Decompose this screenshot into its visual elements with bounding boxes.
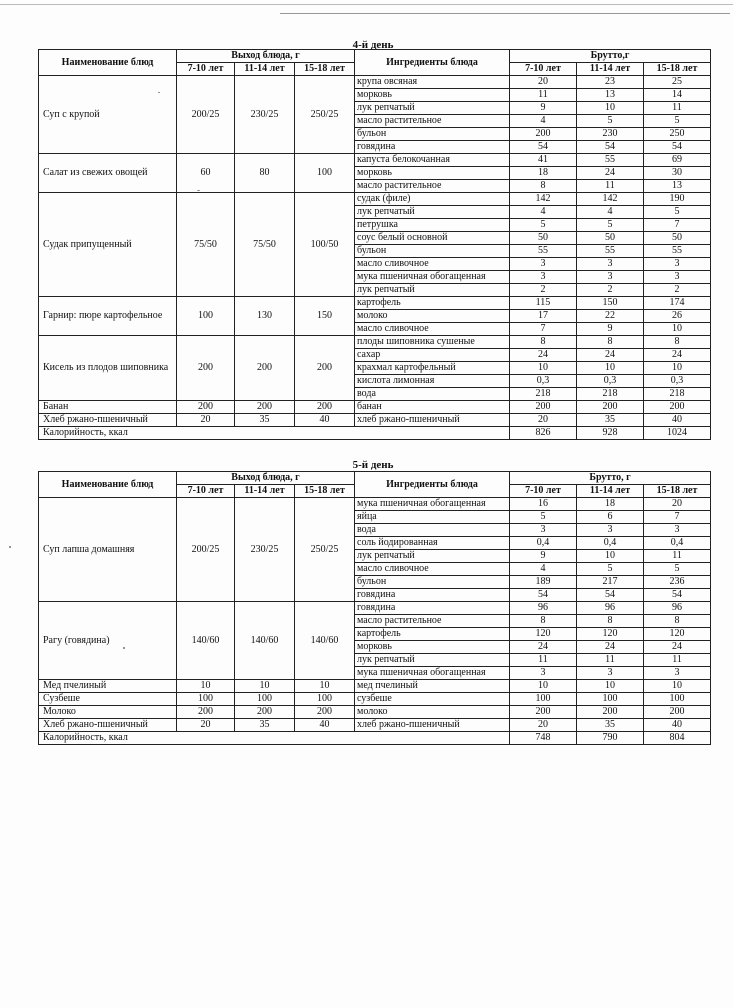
brutto-value: 5	[644, 115, 711, 128]
brutto-value: 174	[644, 297, 711, 310]
brutto-value: 5	[577, 115, 644, 128]
brutto-value: 8	[577, 336, 644, 349]
brutto-value: 150	[577, 297, 644, 310]
brutto-value: 54	[510, 141, 577, 154]
table-row	[39, 706, 711, 719]
day5-calories-row	[39, 732, 711, 745]
brutto-value: 3	[644, 271, 711, 284]
dish-yield: 200	[295, 706, 355, 719]
ingredient-name: морковь	[355, 641, 510, 654]
brutto-value: 3	[510, 667, 577, 680]
dish-yield: 250/25	[295, 76, 355, 154]
age-header: 7-10 лет	[510, 63, 577, 76]
ingredient-name: масло растительное	[355, 615, 510, 628]
brutto-value: 3	[577, 258, 644, 271]
dish-yield: 200	[235, 401, 295, 414]
brutto-value: 11	[510, 89, 577, 102]
age-header: 11-14 лет	[577, 485, 644, 498]
day5-title: 5-й день	[352, 459, 394, 471]
brutto-value: 50	[510, 232, 577, 245]
brutto-value: 20	[510, 719, 577, 732]
dish-yield: 200	[235, 336, 295, 401]
calories-value: 1024	[644, 427, 711, 440]
dish-yield: 150	[295, 297, 355, 336]
brutto-value: 55	[510, 245, 577, 258]
day4-title: 4-й день	[352, 39, 394, 51]
brutto-value: 0,3	[644, 375, 711, 388]
table-row	[39, 498, 711, 511]
brutto-header: Брутто, г	[510, 472, 711, 485]
brutto-value: 23	[577, 76, 644, 89]
dish-yield: 200	[235, 706, 295, 719]
age-header: 11-14 лет	[235, 485, 295, 498]
brutto-value: 35	[577, 414, 644, 427]
brutto-value: 218	[510, 388, 577, 401]
dish-yield: 200	[177, 336, 235, 401]
ingredient-name: соль йодированная	[355, 537, 510, 550]
ingredient-name: морковь	[355, 89, 510, 102]
dish-yield: 35	[235, 719, 295, 732]
age-header: 11-14 лет	[577, 63, 644, 76]
brutto-value: 0,4	[644, 537, 711, 550]
dish-name: Суп лапша домашняя	[39, 498, 177, 602]
dish-yield: 140/60	[177, 602, 235, 680]
ingredient-name: говядина	[355, 141, 510, 154]
dish-yield: 100	[177, 693, 235, 706]
dish-name: Хлеб ржано-пшеничный	[39, 719, 177, 732]
dish-yield: 40	[295, 719, 355, 732]
table-row	[39, 154, 711, 167]
dish-yield: 100/50	[295, 193, 355, 297]
dish-name-header: Наименование блюд	[39, 472, 177, 498]
ingredient-name: крупа овсяная	[355, 76, 510, 89]
brutto-value: 4	[510, 206, 577, 219]
brutto-value: 10	[644, 680, 711, 693]
dish-yield: 10	[177, 680, 235, 693]
brutto-value: 54	[510, 589, 577, 602]
brutto-value: 100	[577, 693, 644, 706]
ingredient-name: масло растительное	[355, 115, 510, 128]
brutto-header: Брутто,г	[510, 50, 711, 63]
brutto-value: 142	[577, 193, 644, 206]
brutto-value: 11	[510, 654, 577, 667]
table-row	[39, 414, 711, 427]
dish-yield: 100	[177, 297, 235, 336]
dish-yield: 200	[295, 401, 355, 414]
brutto-value: 55	[644, 245, 711, 258]
brutto-value: 230	[577, 128, 644, 141]
brutto-value: 3	[644, 258, 711, 271]
age-header: 7-10 лет	[177, 63, 235, 76]
ingredient-name: мука пшеничная обогащенная	[355, 667, 510, 680]
brutto-value: 3	[644, 524, 711, 537]
ingredient-name: хлеб ржано-пшеничный	[355, 719, 510, 732]
ingredient-name: соус белый основной	[355, 232, 510, 245]
brutto-value: 100	[510, 693, 577, 706]
brutto-value: 8	[644, 615, 711, 628]
brutto-value: 96	[577, 602, 644, 615]
dish-name: Судак припущенный	[39, 193, 177, 297]
scan-speck	[9, 546, 11, 548]
brutto-value: 250	[644, 128, 711, 141]
dish-yield: 230/25	[235, 498, 295, 602]
brutto-value: 20	[644, 498, 711, 511]
dish-yield: 140/60	[295, 602, 355, 680]
ingredient-name: картофель	[355, 297, 510, 310]
brutto-value: 7	[644, 219, 711, 232]
age-header: 7-10 лет	[177, 485, 235, 498]
brutto-value: 120	[510, 628, 577, 641]
brutto-value: 20	[510, 76, 577, 89]
ingredient-name: крахмал картофельный	[355, 362, 510, 375]
brutto-value: 2	[510, 284, 577, 297]
day4-menu-table	[38, 49, 711, 440]
dish-yield: 75/50	[235, 193, 295, 297]
brutto-value: 54	[577, 141, 644, 154]
brutto-value: 218	[644, 388, 711, 401]
brutto-value: 8	[644, 336, 711, 349]
ingredient-name: морковь	[355, 167, 510, 180]
dish-yield: 10	[295, 680, 355, 693]
brutto-value: 6	[577, 511, 644, 524]
calories-value: 790	[577, 732, 644, 745]
ingredient-name: сахар	[355, 349, 510, 362]
calories-label: Калорийность, ккал	[39, 732, 510, 745]
brutto-value: 4	[510, 115, 577, 128]
brutto-value: 4	[510, 563, 577, 576]
calories-value: 804	[644, 732, 711, 745]
dish-yield: 100	[235, 693, 295, 706]
brutto-value: 17	[510, 310, 577, 323]
ingredient-name: мед пчелиный	[355, 680, 510, 693]
dish-name: Рагу (говядина)	[39, 602, 177, 680]
calories-value: 826	[510, 427, 577, 440]
brutto-value: 10	[510, 680, 577, 693]
dish-yield: 20	[177, 414, 235, 427]
brutto-value: 10	[577, 550, 644, 563]
brutto-value: 9	[510, 102, 577, 115]
ingredient-name: говядина	[355, 589, 510, 602]
brutto-value: 10	[577, 680, 644, 693]
brutto-value: 24	[644, 641, 711, 654]
brutto-value: 2	[577, 284, 644, 297]
day5-menu-table	[38, 471, 711, 745]
brutto-value: 40	[644, 719, 711, 732]
brutto-value: 8	[577, 615, 644, 628]
brutto-value: 18	[577, 498, 644, 511]
brutto-value: 10	[510, 362, 577, 375]
ingredient-name: бульон	[355, 576, 510, 589]
dish-name: Салат из свежих овощей	[39, 154, 177, 193]
calories-value: 748	[510, 732, 577, 745]
brutto-value: 189	[510, 576, 577, 589]
dish-name: Суп с крупой	[39, 76, 177, 154]
dish-name: Мед пчелиный	[39, 680, 177, 693]
ingredient-name: капуста белокочанная	[355, 154, 510, 167]
brutto-value: 200	[644, 706, 711, 719]
brutto-value: 10	[577, 102, 644, 115]
dish-name: Кисель из плодов шиповника	[39, 336, 177, 401]
brutto-value: 8	[510, 180, 577, 193]
brutto-value: 10	[644, 362, 711, 375]
brutto-value: 50	[644, 232, 711, 245]
dish-name-header: Наименование блюд	[39, 50, 177, 76]
brutto-value: 14	[644, 89, 711, 102]
dish-yield: 100	[295, 693, 355, 706]
ingredient-name: лук репчатый	[355, 102, 510, 115]
brutto-value: 3	[510, 258, 577, 271]
ingredient-name: бульон	[355, 245, 510, 258]
ingredient-name: масло сливочное	[355, 258, 510, 271]
table-row	[39, 693, 711, 706]
brutto-value: 9	[577, 323, 644, 336]
day4-calories-row	[39, 427, 711, 440]
brutto-value: 11	[644, 102, 711, 115]
brutto-value: 0,4	[510, 537, 577, 550]
yield-header: Выход блюда, г	[177, 50, 355, 63]
day4-header-row	[39, 50, 711, 63]
dish-yield: 100	[295, 154, 355, 193]
brutto-value: 10	[577, 362, 644, 375]
brutto-value: 16	[510, 498, 577, 511]
ingredient-name: мука пшеничная обогащенная	[355, 498, 510, 511]
dish-yield: 60	[177, 154, 235, 193]
ingredient-name: лук репчатый	[355, 550, 510, 563]
ingredient-name: мука пшеничная обогащенная	[355, 271, 510, 284]
brutto-value: 5	[510, 511, 577, 524]
brutto-value: 190	[644, 193, 711, 206]
age-header: 7-10 лет	[510, 485, 577, 498]
table-row	[39, 76, 711, 89]
scan-speck	[123, 647, 125, 649]
age-header: 15-18 лет	[295, 63, 355, 76]
brutto-value: 3	[577, 524, 644, 537]
age-header: 11-14 лет	[235, 63, 295, 76]
brutto-value: 10	[644, 323, 711, 336]
dish-name: Гарнир: пюре картофельное	[39, 297, 177, 336]
brutto-value: 25	[644, 76, 711, 89]
brutto-value: 24	[644, 349, 711, 362]
brutto-value: 96	[644, 602, 711, 615]
brutto-value: 3	[577, 667, 644, 680]
dish-yield: 35	[235, 414, 295, 427]
brutto-value: 24	[510, 349, 577, 362]
brutto-value: 13	[577, 89, 644, 102]
dish-yield: 200	[295, 336, 355, 401]
table-row	[39, 297, 711, 310]
brutto-value: 24	[577, 167, 644, 180]
brutto-value: 3	[510, 524, 577, 537]
ingredient-name: хлеб ржано-пшеничный	[355, 414, 510, 427]
brutto-value: 5	[577, 219, 644, 232]
dish-name: Банан	[39, 401, 177, 414]
brutto-value: 24	[510, 641, 577, 654]
dish-yield: 200/25	[177, 76, 235, 154]
brutto-value: 200	[644, 401, 711, 414]
dish-yield: 200/25	[177, 498, 235, 602]
brutto-value: 13	[644, 180, 711, 193]
ingredient-name: картофель	[355, 628, 510, 641]
brutto-value: 3	[510, 271, 577, 284]
brutto-value: 55	[577, 154, 644, 167]
dish-yield: 200	[177, 401, 235, 414]
dish-yield: 230/25	[235, 76, 295, 154]
brutto-value: 26	[644, 310, 711, 323]
brutto-value: 11	[644, 654, 711, 667]
brutto-value: 54	[644, 141, 711, 154]
ingredient-name: судак (филе)	[355, 193, 510, 206]
brutto-value: 142	[510, 193, 577, 206]
dish-yield: 40	[295, 414, 355, 427]
table-row	[39, 602, 711, 615]
brutto-value: 200	[510, 706, 577, 719]
ingredient-name: петрушка	[355, 219, 510, 232]
dish-yield: 75/50	[177, 193, 235, 297]
ingredient-name: кислота лимонная	[355, 375, 510, 388]
brutto-value: 115	[510, 297, 577, 310]
ingredient-name: вода	[355, 524, 510, 537]
brutto-value: 0,3	[510, 375, 577, 388]
age-header: 15-18 лет	[295, 485, 355, 498]
brutto-value: 18	[510, 167, 577, 180]
brutto-value: 217	[577, 576, 644, 589]
brutto-value: 96	[510, 602, 577, 615]
scan-speck	[197, 190, 200, 191]
ingredient-name: сузбеше	[355, 693, 510, 706]
dish-yield: 140/60	[235, 602, 295, 680]
ingredients-header: Ингредиенты блюда	[355, 50, 510, 76]
brutto-value: 3	[577, 271, 644, 284]
ingredient-name: банан	[355, 401, 510, 414]
brutto-value: 236	[644, 576, 711, 589]
calories-value: 928	[577, 427, 644, 440]
scan-speck	[158, 92, 160, 93]
brutto-value: 2	[644, 284, 711, 297]
brutto-value: 55	[577, 245, 644, 258]
ingredient-name: лук репчатый	[355, 654, 510, 667]
brutto-value: 30	[644, 167, 711, 180]
ingredient-name: масло сливочное	[355, 323, 510, 336]
brutto-value: 200	[510, 401, 577, 414]
brutto-value: 69	[644, 154, 711, 167]
table-row	[39, 680, 711, 693]
ingredients-header: Ингредиенты блюда	[355, 472, 510, 498]
brutto-value: 24	[577, 641, 644, 654]
brutto-value: 8	[510, 336, 577, 349]
brutto-value: 40	[644, 414, 711, 427]
ingredient-name: молоко	[355, 310, 510, 323]
ingredient-name: лук репчатый	[355, 206, 510, 219]
ingredient-name: плоды шиповника сушеные	[355, 336, 510, 349]
table-row	[39, 401, 711, 414]
brutto-value: 54	[644, 589, 711, 602]
ingredient-name: говядина	[355, 602, 510, 615]
ingredient-name: вода	[355, 388, 510, 401]
brutto-value: 11	[577, 180, 644, 193]
brutto-value: 218	[577, 388, 644, 401]
brutto-value: 24	[577, 349, 644, 362]
brutto-value: 0,3	[577, 375, 644, 388]
brutto-value: 20	[510, 414, 577, 427]
brutto-value: 22	[577, 310, 644, 323]
table-row	[39, 719, 711, 732]
calories-label: Калорийность, ккал	[39, 427, 510, 440]
brutto-value: 120	[644, 628, 711, 641]
dish-yield: 80	[235, 154, 295, 193]
brutto-value: 11	[577, 654, 644, 667]
brutto-value: 120	[577, 628, 644, 641]
brutto-value: 5	[644, 563, 711, 576]
brutto-value: 50	[577, 232, 644, 245]
age-header: 15-18 лет	[644, 485, 711, 498]
ingredient-name: масло растительное	[355, 180, 510, 193]
brutto-value: 41	[510, 154, 577, 167]
brutto-value: 11	[644, 550, 711, 563]
brutto-value: 200	[510, 128, 577, 141]
brutto-value: 100	[644, 693, 711, 706]
ingredient-name: яйца	[355, 511, 510, 524]
brutto-value: 9	[510, 550, 577, 563]
table-row	[39, 193, 711, 206]
brutto-value: 8	[510, 615, 577, 628]
ingredient-name: бульон	[355, 128, 510, 141]
brutto-value: 3	[644, 667, 711, 680]
dish-name: Сузбеше	[39, 693, 177, 706]
dish-yield: 130	[235, 297, 295, 336]
brutto-value: 5	[577, 563, 644, 576]
brutto-value: 7	[510, 323, 577, 336]
dish-name: Молоко	[39, 706, 177, 719]
brutto-value: 200	[577, 401, 644, 414]
ingredient-name: молоко	[355, 706, 510, 719]
dish-yield: 20	[177, 719, 235, 732]
brutto-value: 7	[644, 511, 711, 524]
brutto-value: 0,4	[577, 537, 644, 550]
table-row	[39, 336, 711, 349]
dish-name: Хлеб ржано-пшеничный	[39, 414, 177, 427]
brutto-value: 5	[510, 219, 577, 232]
brutto-value: 4	[577, 206, 644, 219]
age-header: 15-18 лет	[644, 63, 711, 76]
ingredient-name: масло сливочное	[355, 563, 510, 576]
brutto-value: 5	[644, 206, 711, 219]
dish-yield: 250/25	[295, 498, 355, 602]
brutto-value: 200	[577, 706, 644, 719]
dish-yield: 10	[235, 680, 295, 693]
yield-header: Выход блюда, г	[177, 472, 355, 485]
dish-yield: 200	[177, 706, 235, 719]
day5-header-row	[39, 472, 711, 485]
brutto-value: 35	[577, 719, 644, 732]
ingredient-name: лук репчатый	[355, 284, 510, 297]
brutto-value: 54	[577, 589, 644, 602]
